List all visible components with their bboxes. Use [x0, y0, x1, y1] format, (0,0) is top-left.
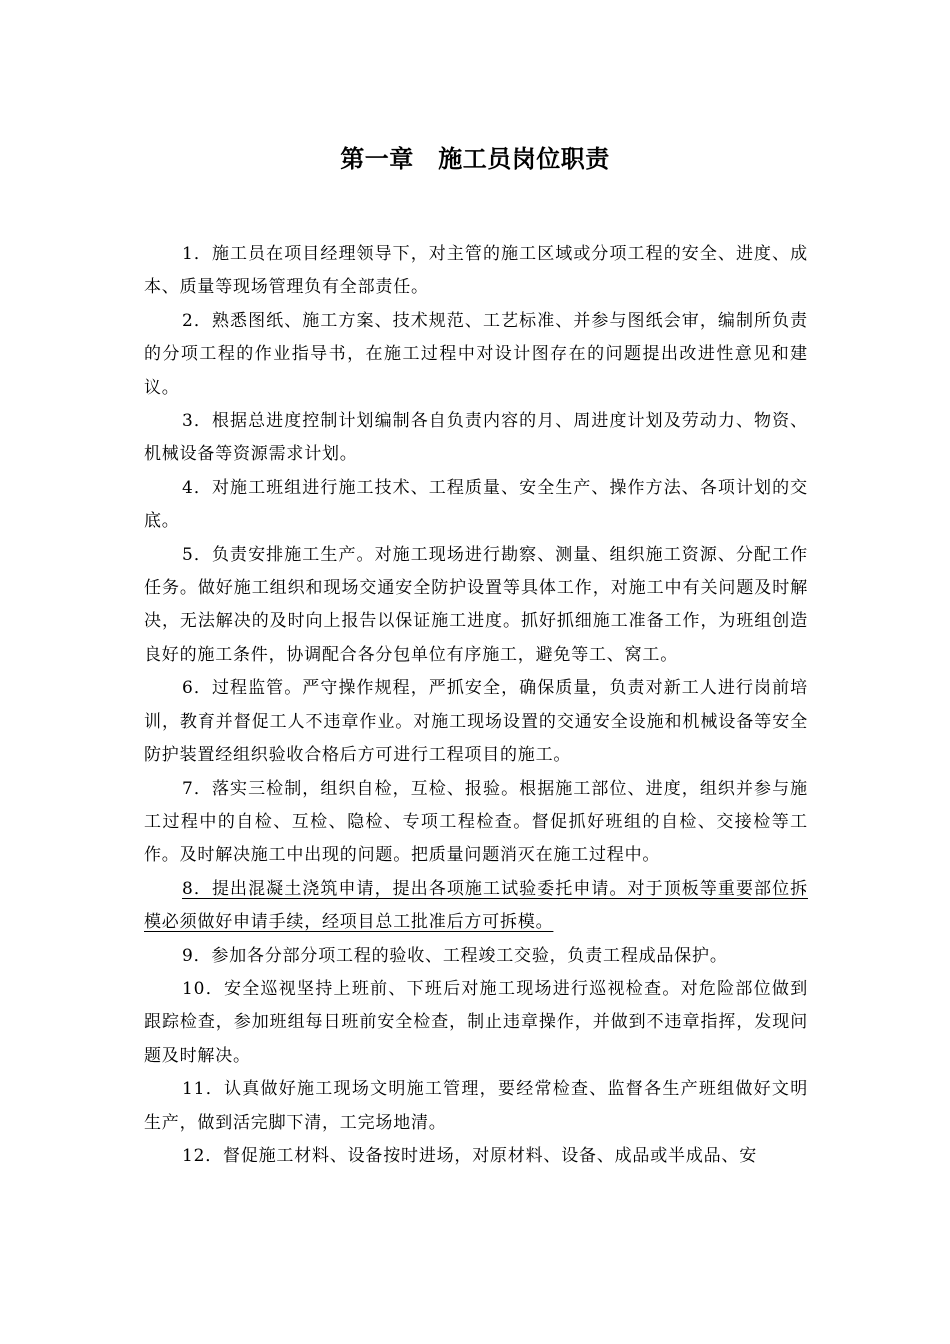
paragraph-12: 12．督促施工材料、设备按时进场，对原材料、设备、成品或半成品、安 [182, 1145, 758, 1166]
paragraph-5: 5．负责安排施工生产。对施工现场进行勘察、测量、组织施工资源、分配工作任务。做好施工组织和现场交通安全防护设置等具体工作，对施工中有关问题及时解决，无法解决的及时向上报告以保证施工进度。抓好抓细施工准备工作，为班组创造良好的施工条件，协调配合各分包单位有序施工，避免等工、窝工。 [144, 544, 808, 665]
paragraph-3: 3．根据总进度控制计划编制各自负责内容的月、周进度计划及劳动力、物资、机械设备等资源需求计划。 [144, 411, 808, 465]
paragraph-4: 4．对施工班组进行施工技术、工程质量、安全生产、操作方法、各项计划的交底。 [144, 477, 808, 532]
paragraph-9: 9．参加各分部分项工程的验收、工程竣工交验，负责工程成品保护。 [182, 945, 728, 966]
chapter-title: 第一章 施工员岗位职责 [340, 145, 610, 173]
document-body [144, 238, 808, 1173]
paragraph-11: 11．认真做好施工现场文明施工管理，要经常检查、监督各生产班组做好文明生产，做到活完脚下清，工完场地清。 [144, 1079, 808, 1133]
paragraph-1: 1．施工员在项目经理领导下，对主管的施工区域或分项工程的安全、进度、成本、质量等现场管理负有全部责任。 [144, 244, 808, 298]
paragraph-10: 10．安全巡视坚持上班前、下班后对施工现场进行巡视检查。对危险部位做到跟踪检查，参加班组每日班前安全检查，制止违章操作，并做到不违章指挥，发现问题及时解决。 [144, 978, 808, 1066]
paragraph-6: 6．过程监管。严守操作规程，严抓安全，确保质量，负责对新工人进行岗前培训，教育并督促工人不违章作业。对施工现场设置的交通安全设施和机械设备等安全防护装置经组织验收合格后方可进行工程项目的施工。 [144, 678, 808, 766]
paragraph-8: 8．提出混凝土浇筑申请，提出各项施工试验委托申请。对于顶板等重要部位拆模必须做好申请手续，经项目总工批准后方可拆模。 [144, 878, 808, 933]
paragraph-2: 2．熟悉图纸、施工方案、技术规范、工艺标准、并参与图纸会审，编制所负责的分项工程的作业指导书，在施工过程中对设计图存在的问题提出改进性意见和建议。 [144, 310, 808, 398]
paragraph-7: 7．落实三检制，组织自检，互检、报验。根据施工部位、进度，组织并参与施工过程中的自检、互检、隐检、专项工程检查。督促抓好班组的自检、交接检等工作。及时解决施工中出现的问题。把质量问题消灭在施工过程中。 [144, 778, 808, 866]
